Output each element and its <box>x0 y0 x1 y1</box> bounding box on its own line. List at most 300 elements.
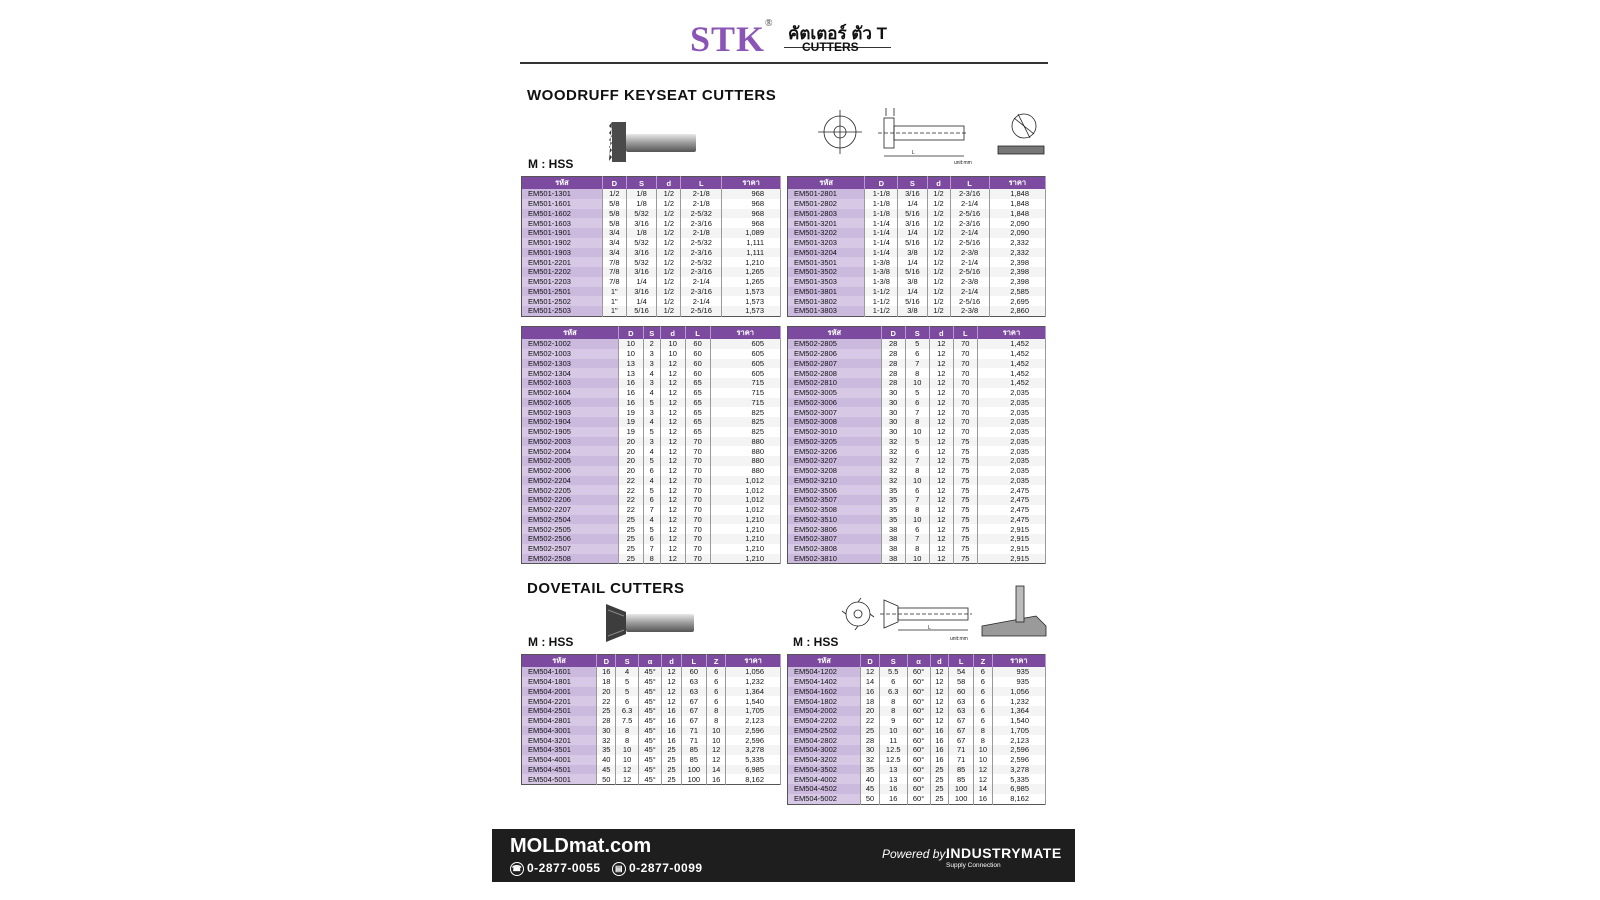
spec-cell: 1/4 <box>626 296 657 306</box>
spec-cell: 12 <box>930 706 949 716</box>
product-code: EM504-2501 <box>522 706 597 716</box>
spec-cell: 12 <box>930 687 949 697</box>
spec-cell: 3/8 <box>898 277 927 287</box>
spec-cell: 75 <box>953 554 977 564</box>
spec-cell: 12 <box>929 368 953 378</box>
spec-cell: 63 <box>681 677 706 687</box>
spec-cell: 20 <box>597 687 616 697</box>
product-code: EM502-3005 <box>788 388 882 398</box>
product-code: EM502-1002 <box>522 339 619 349</box>
spec-cell: 85 <box>681 745 706 755</box>
spec-cell: 28 <box>881 378 905 388</box>
table-row <box>788 417 1046 427</box>
spec-cell: 2-1/8 <box>681 228 722 238</box>
spec-cell: 70 <box>953 339 977 349</box>
spec-cell: 8 <box>973 726 992 736</box>
spec-cell: 2-3/8 <box>950 248 989 258</box>
spec-cell: 12 <box>660 524 685 534</box>
spec-cell: 45° <box>638 745 662 755</box>
table-row <box>788 296 1046 306</box>
spec-cell: 5/16 <box>898 238 927 248</box>
product-code: EM502-3508 <box>788 505 882 515</box>
table-row <box>788 218 1046 228</box>
spec-cell: 60° <box>907 765 930 775</box>
price-cell: 2,475 <box>977 505 1045 515</box>
spec-cell: 10 <box>707 726 726 736</box>
spec-cell: 5 <box>905 339 929 349</box>
spec-cell: 6 <box>905 398 929 408</box>
price-cell: 8,162 <box>992 794 1045 804</box>
product-code: EM502-2004 <box>522 446 619 456</box>
spec-cell: 67 <box>949 726 974 736</box>
spec-cell: 6 <box>707 677 726 687</box>
spec-cell: 12 <box>660 359 685 369</box>
price-cell: 1,210 <box>710 515 780 525</box>
spec-cell: 4 <box>616 667 638 677</box>
spec-cell: 7/8 <box>602 257 626 267</box>
table-row <box>788 505 1046 515</box>
table-row <box>788 554 1046 564</box>
spec-cell: 60° <box>907 794 930 804</box>
column-header: d <box>930 655 949 668</box>
product-code: EM502-2506 <box>522 534 619 544</box>
product-code: EM501-1901 <box>522 228 603 238</box>
table-row <box>788 277 1046 287</box>
product-code: EM501-3803 <box>788 306 865 316</box>
spec-cell: 12 <box>660 427 685 437</box>
price-cell: 1,848 <box>989 209 1045 219</box>
spec-cell: 1/4 <box>898 228 927 238</box>
spec-cell: 12 <box>929 544 953 554</box>
woodruff-material-label: M : HSS <box>528 157 574 171</box>
product-code: EM501-1902 <box>522 238 603 248</box>
spec-cell: 3/8 <box>898 306 927 316</box>
spec-cell: 13 <box>618 368 643 378</box>
spec-cell: 67 <box>949 735 974 745</box>
product-code: EM502-1003 <box>522 349 619 359</box>
spec-cell: 12 <box>660 554 685 564</box>
table-row <box>522 495 781 505</box>
spec-cell: 32 <box>881 466 905 476</box>
svg-text:L: L <box>912 150 915 156</box>
spec-cell: 1/2 <box>657 277 681 287</box>
column-header: L <box>949 655 974 668</box>
spec-cell: 38 <box>881 554 905 564</box>
spec-cell: 12 <box>929 476 953 486</box>
spec-cell: 12 <box>660 505 685 515</box>
product-code: EM504-2001 <box>522 687 597 697</box>
svg-text:unit:mm: unit:mm <box>950 636 968 642</box>
price-cell: 935 <box>992 667 1045 677</box>
product-code: EM504-3202 <box>788 755 861 765</box>
price-cell: 825 <box>710 427 780 437</box>
table-row <box>522 248 781 258</box>
price-cell: 1,111 <box>722 248 781 258</box>
table-row <box>788 287 1046 297</box>
spec-cell: 1/2 <box>657 199 681 209</box>
table-row <box>522 388 781 398</box>
spec-cell: 1-3/8 <box>865 267 898 277</box>
price-cell: 6,985 <box>726 765 781 775</box>
spec-cell: 1/2 <box>927 277 950 287</box>
table-row <box>788 755 1046 765</box>
spec-cell: 16 <box>879 784 907 794</box>
spec-cell: 12 <box>660 378 685 388</box>
spec-cell: 6 <box>616 696 638 706</box>
price-cell: 880 <box>710 446 780 456</box>
spec-cell: 10 <box>660 349 685 359</box>
spec-cell: 12 <box>929 388 953 398</box>
table-row <box>788 485 1046 495</box>
spec-cell: 1/4 <box>898 199 927 209</box>
table-row <box>522 189 781 199</box>
spec-cell: 10 <box>618 349 643 359</box>
column-header: D <box>861 655 880 668</box>
spec-cell: 65 <box>685 407 710 417</box>
product-code: EM504-2002 <box>788 706 861 716</box>
table-row <box>788 248 1046 258</box>
product-code: EM501-3204 <box>788 248 865 258</box>
spec-cell: 25 <box>930 774 949 784</box>
price-cell: 1,210 <box>710 534 780 544</box>
spec-cell: 12 <box>707 755 726 765</box>
spec-cell: 6 <box>973 667 992 677</box>
spec-cell: 1-1/4 <box>865 228 898 238</box>
price-cell: 2,915 <box>977 544 1045 554</box>
column-header: รหัส <box>522 327 619 340</box>
spec-cell: 18 <box>861 696 880 706</box>
spec-cell: 5/8 <box>602 218 626 228</box>
spec-cell: 12 <box>660 495 685 505</box>
spec-cell: 32 <box>881 456 905 466</box>
product-code: EM501-3202 <box>788 228 865 238</box>
product-code: EM502-2810 <box>788 378 882 388</box>
spec-cell: 12 <box>929 437 953 447</box>
spec-cell: 7 <box>905 407 929 417</box>
spec-cell: 1/2 <box>657 248 681 258</box>
spec-cell: 45° <box>638 735 662 745</box>
spec-cell: 1/2 <box>602 189 626 199</box>
price-cell: 2,090 <box>989 228 1045 238</box>
spec-cell: 19 <box>618 407 643 417</box>
table-row <box>788 339 1046 349</box>
spec-cell: 1-1/4 <box>865 248 898 258</box>
spec-cell: 1/2 <box>657 257 681 267</box>
spec-cell: 12 <box>929 505 953 515</box>
price-cell: 1,364 <box>726 687 781 697</box>
footer-banner <box>492 829 1075 882</box>
spec-cell: 8 <box>616 726 638 736</box>
spec-cell: 60° <box>907 687 930 697</box>
product-code: EM502-1605 <box>522 398 619 408</box>
table-row <box>522 238 781 248</box>
column-header: ราคา <box>992 655 1045 668</box>
spec-cell: 70 <box>685 554 710 564</box>
column-header: D <box>865 177 898 190</box>
spec-cell: 60 <box>949 687 974 697</box>
spec-cell: 8 <box>616 735 638 745</box>
spec-cell: 2 <box>643 339 660 349</box>
spec-cell: 12 <box>929 378 953 388</box>
price-cell: 1,089 <box>722 228 781 238</box>
spec-cell: 65 <box>685 398 710 408</box>
spec-cell: 6 <box>707 696 726 706</box>
spec-cell: 70 <box>953 368 977 378</box>
price-cell: 2,596 <box>992 755 1045 765</box>
svg-text:unit:mm: unit:mm <box>954 160 972 166</box>
spec-cell: 1/2 <box>927 228 950 238</box>
spec-cell: 2-1/4 <box>950 228 989 238</box>
spec-cell: 71 <box>681 726 706 736</box>
table-row <box>522 755 781 765</box>
spec-cell: 1/2 <box>927 306 950 316</box>
table-row <box>522 228 781 238</box>
spec-cell: 35 <box>881 515 905 525</box>
spec-cell: 6 <box>973 706 992 716</box>
spec-cell: 1-1/8 <box>865 209 898 219</box>
spec-cell: 67 <box>949 716 974 726</box>
spec-cell: 1-1/8 <box>865 199 898 209</box>
spec-cell: 3 <box>643 359 660 369</box>
spec-cell: 2-3/16 <box>681 267 722 277</box>
table-row <box>788 687 1046 697</box>
price-cell: 1,210 <box>722 257 781 267</box>
product-code: EM504-4002 <box>788 774 861 784</box>
product-code: EM502-1904 <box>522 417 619 427</box>
column-header: α <box>907 655 930 668</box>
spec-cell: 6 <box>707 667 726 677</box>
price-cell: 1,452 <box>977 359 1045 369</box>
column-header: ราคา <box>977 327 1045 340</box>
product-code: EM502-3507 <box>788 495 882 505</box>
price-cell: 1,452 <box>977 349 1045 359</box>
product-code: EM504-3001 <box>522 726 597 736</box>
spec-cell: 16 <box>662 726 681 736</box>
spec-cell: 12 <box>973 774 992 784</box>
footer-phone: ☎ 0-2877-0055 <box>511 861 601 875</box>
spec-cell: 12 <box>660 388 685 398</box>
table-row <box>788 745 1046 755</box>
spec-cell: 6 <box>905 446 929 456</box>
spec-cell: 7 <box>643 505 660 515</box>
price-cell: 1,056 <box>726 667 781 677</box>
price-cell: 605 <box>710 349 780 359</box>
spec-cell: 1/2 <box>657 296 681 306</box>
spec-cell: 8 <box>707 706 726 716</box>
spec-cell: 6 <box>973 677 992 687</box>
spec-cell: 30 <box>881 427 905 437</box>
table-row <box>788 677 1046 687</box>
spec-cell: 1/8 <box>626 199 657 209</box>
price-cell: 2,398 <box>989 267 1045 277</box>
spec-cell: 70 <box>953 398 977 408</box>
spec-cell: 45° <box>638 726 662 736</box>
spec-cell: 5 <box>905 437 929 447</box>
spec-cell: 70 <box>685 485 710 495</box>
spec-cell: 60 <box>685 359 710 369</box>
spec-cell: 16 <box>861 687 880 697</box>
spec-cell: 5 <box>905 388 929 398</box>
spec-cell: 1/2 <box>657 267 681 277</box>
table-row <box>788 794 1046 804</box>
price-cell: 2,035 <box>977 466 1045 476</box>
spec-cell: 14 <box>707 765 726 775</box>
spec-cell: 7 <box>905 534 929 544</box>
spec-cell: 25 <box>662 745 681 755</box>
product-code: EM502-1304 <box>522 368 619 378</box>
spec-cell: 1-1/8 <box>865 189 898 199</box>
spec-cell: 8 <box>879 706 907 716</box>
spec-cell: 3/4 <box>602 248 626 258</box>
spec-cell: 10 <box>905 427 929 437</box>
spec-cell: 12 <box>929 495 953 505</box>
product-code: EM502-2206 <box>522 495 619 505</box>
spec-cell: 20 <box>618 466 643 476</box>
woodruff-table-metric-1 <box>521 326 781 564</box>
spec-cell: 45° <box>638 696 662 706</box>
table-row <box>522 677 781 687</box>
product-code: EM504-1801 <box>522 677 597 687</box>
spec-cell: 1-3/8 <box>865 277 898 287</box>
price-cell: 5,335 <box>992 774 1045 784</box>
spec-cell: 32 <box>881 476 905 486</box>
spec-cell: 32 <box>881 437 905 447</box>
spec-cell: 3/16 <box>626 287 657 297</box>
spec-cell: 5 <box>643 427 660 437</box>
spec-cell: 5 <box>643 456 660 466</box>
table-row <box>522 524 781 534</box>
spec-cell: 71 <box>949 755 974 765</box>
table-row <box>788 378 1046 388</box>
spec-cell: 6 <box>905 485 929 495</box>
woodruff-table-inch-2 <box>787 176 1046 317</box>
spec-cell: 75 <box>953 534 977 544</box>
industrymate-logo[interactable]: INDUSTRYMATE <box>946 845 1062 861</box>
product-code: EM504-1202 <box>788 667 861 677</box>
price-cell: 2,398 <box>989 257 1045 267</box>
table-row <box>788 199 1046 209</box>
column-header: S <box>626 177 657 190</box>
column-header: รหัส <box>788 327 882 340</box>
spec-cell: 7 <box>905 495 929 505</box>
table-row <box>522 735 781 745</box>
spec-cell: 70 <box>685 456 710 466</box>
spec-cell: 5 <box>616 677 638 687</box>
spec-cell: 67 <box>681 696 706 706</box>
spec-cell: 45 <box>597 765 616 775</box>
price-cell: 935 <box>992 677 1045 687</box>
footer-brand[interactable]: MOLDmat.com <box>510 835 652 857</box>
spec-cell: 65 <box>685 378 710 388</box>
spec-cell: 13 <box>618 359 643 369</box>
spec-cell: 20 <box>618 437 643 447</box>
column-header: d <box>927 177 950 190</box>
spec-cell: 5/16 <box>626 306 657 316</box>
column-header: ราคา <box>726 655 781 668</box>
catalog-page <box>520 0 1050 900</box>
spec-cell: 12 <box>660 407 685 417</box>
spec-cell: 65 <box>685 417 710 427</box>
spec-cell: 1/2 <box>927 267 950 277</box>
table-row <box>522 349 781 359</box>
price-cell: 2,585 <box>989 287 1045 297</box>
spec-cell: 1/2 <box>927 189 950 199</box>
table-row <box>788 466 1046 476</box>
table-row <box>522 716 781 726</box>
spec-cell: 75 <box>953 485 977 495</box>
spec-cell: 32 <box>861 755 880 765</box>
spec-cell: 3 <box>643 349 660 359</box>
spec-cell: 1" <box>602 287 626 297</box>
table-row <box>788 716 1046 726</box>
spec-cell: 38 <box>881 524 905 534</box>
spec-cell: 16 <box>930 745 949 755</box>
product-code: EM504-3502 <box>788 765 861 775</box>
spec-cell: 75 <box>953 456 977 466</box>
table-row <box>522 696 781 706</box>
spec-cell: 38 <box>881 544 905 554</box>
spec-cell: 67 <box>681 716 706 726</box>
spec-cell: 10 <box>879 726 907 736</box>
table-row <box>522 368 781 378</box>
column-header: Z <box>707 655 726 668</box>
spec-cell: 60° <box>907 716 930 726</box>
spec-cell: 1/2 <box>927 238 950 248</box>
product-code: EM504-3201 <box>522 735 597 745</box>
phone-icon: ☎ <box>510 862 524 876</box>
spec-cell: 4 <box>643 368 660 378</box>
spec-cell: 8 <box>643 554 660 564</box>
column-header: d <box>662 655 681 668</box>
product-code: EM502-3010 <box>788 427 882 437</box>
spec-cell: 12 <box>660 485 685 495</box>
spec-cell: 38 <box>881 534 905 544</box>
table-row <box>522 378 781 388</box>
spec-cell: 30 <box>881 417 905 427</box>
table-row <box>522 667 781 677</box>
spec-cell: 5/32 <box>626 238 657 248</box>
table-row <box>522 765 781 775</box>
table-row <box>788 696 1046 706</box>
spec-cell: 12 <box>660 466 685 476</box>
product-code: EM504-5001 <box>522 774 597 784</box>
spec-cell: 16 <box>662 735 681 745</box>
price-cell: 2,035 <box>977 407 1045 417</box>
price-cell: 1,573 <box>722 296 781 306</box>
spec-cell: 5/32 <box>626 209 657 219</box>
stk-logo: STK® <box>690 18 774 59</box>
product-code: EM504-1802 <box>788 696 861 706</box>
spec-cell: 18 <box>597 677 616 687</box>
price-cell: 2,596 <box>726 735 781 745</box>
spec-cell: 8 <box>905 505 929 515</box>
spec-cell: 13 <box>879 774 907 784</box>
spec-cell: 28 <box>881 349 905 359</box>
product-code: EM502-2808 <box>788 368 882 378</box>
price-cell: 715 <box>710 378 780 388</box>
spec-cell: 1" <box>602 296 626 306</box>
spec-cell: 2-3/16 <box>681 287 722 297</box>
spec-cell: 5/8 <box>602 199 626 209</box>
price-cell: 1,111 <box>722 238 781 248</box>
spec-cell: 8 <box>905 544 929 554</box>
column-header: D <box>602 177 626 190</box>
spec-cell: 1/2 <box>657 209 681 219</box>
spec-cell: 3/4 <box>602 228 626 238</box>
price-cell: 1,265 <box>722 277 781 287</box>
product-code: EM501-2203 <box>522 277 603 287</box>
price-cell: 1,210 <box>710 524 780 534</box>
